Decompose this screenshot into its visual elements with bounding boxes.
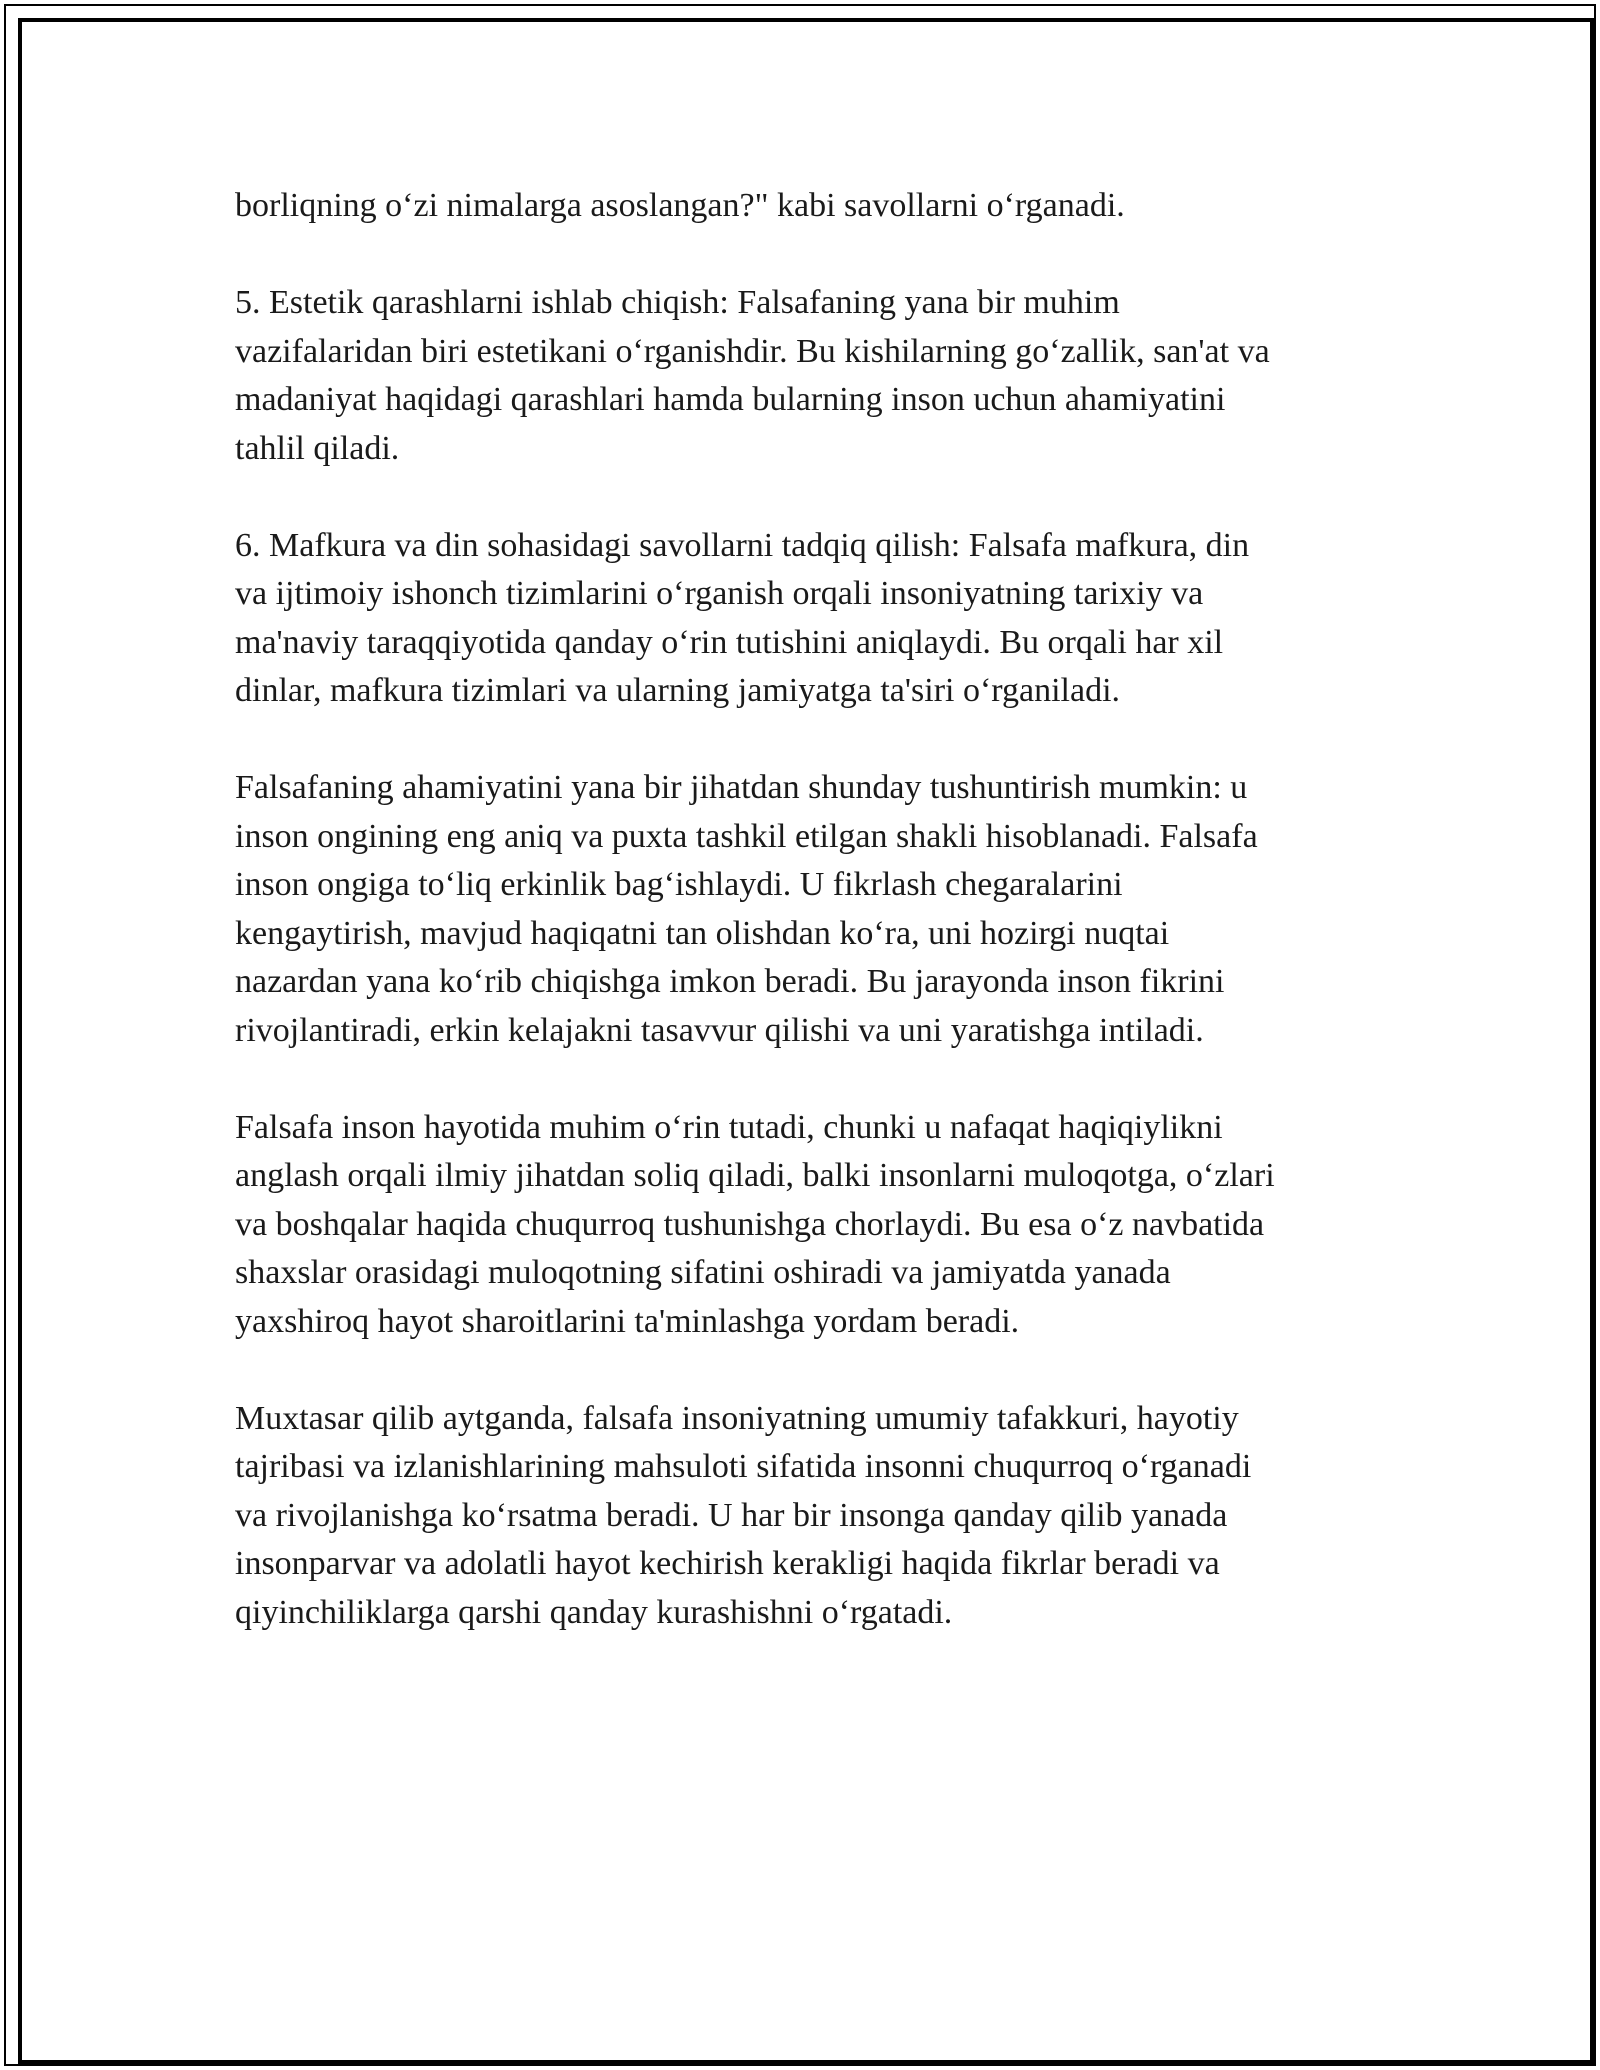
text-line: anglash orqali ilmiy jihatdan soliq qiladi, balki insonlarni muloqotga, o‘zlari (235, 1157, 1275, 1194)
text-line: tajribasi va izlanishlarining mahsuloti sifatida insonni chuqurroq o‘rganadi (235, 1448, 1252, 1485)
text-line: ma'naviy taraqqiyotida qanday o‘rin tutishini aniqlaydi. Bu orqali har xil (235, 623, 1224, 661)
text-line: inson ongiga to‘liq erkinlik bag‘ishlaydi. U fikrlash chegaralarini (235, 866, 1123, 903)
text-line: madaniyat haqidagi qarashlari hamda bularning inson uchun ahamiyatini (235, 381, 1226, 418)
text-line: 6. Mafkura va din sohasidagi savollarni tadqiq qilish: Falsafa mafkura, din (235, 526, 1250, 564)
text-line: va boshqalar haqida chuqurroq tushunishga chorlaydi. Bu esa o‘z navbatida (235, 1205, 1265, 1243)
text-line: borliqning o‘zi nimalarga asoslangan?" kabi savollarni o‘rganadi. (235, 187, 1125, 224)
text-line: insonparvar va adolatli hayot kechirish kerakligi haqida fikrlar beradi va (235, 1545, 1220, 1582)
document-body (235, 182, 1365, 1686)
text-line: inson ongining eng aniq va puxta tashkil etilgan shakli hisoblanadi. Falsafa (235, 817, 1258, 855)
text-line: va rivojlanishga ko‘rsatma beradi. U har bir insonga qanday qilib yanada (235, 1496, 1228, 1534)
text-line: nazardan yana ko‘rib chiqishga imkon beradi. Bu jarayonda inson fikrini (235, 963, 1225, 1000)
text-line: rivojlantiradi, erkin kelajakni tasavvur qilishi va uni yaratishga intiladi. (235, 1011, 1204, 1049)
text-line: dinlar, mafkura tizimlari va ularning jamiyatga ta'siri o‘rganiladi. (235, 672, 1121, 709)
paragraph-5 (235, 1104, 1365, 1347)
text-line: qiyinchiliklarga qarshi qanday kurashishni o‘rgatadi. (235, 1593, 953, 1631)
paragraph-6 (235, 1395, 1365, 1638)
paragraph-2 (235, 279, 1365, 473)
text-line: kengaytirish, mavjud haqiqatni tan olishdan ko‘ra, uni hozirgi nuqtai (235, 914, 1170, 952)
text-line: 5. Estetik qarashlarni ishlab chiqish: Falsafaning yana bir muhim (235, 284, 1120, 321)
text-line: tahlil qiladi. (235, 429, 400, 467)
paragraph-4 (235, 764, 1365, 1055)
paragraph-3 (235, 522, 1365, 716)
text-line: vazifalaridan biri estetikani o‘rganishdir. Bu kishilarning go‘zallik, san'at va (235, 332, 1270, 370)
text-line: va ijtimoiy ishonch tizimlarini o‘rganish orqali insoniyatning tarixiy va (235, 575, 1204, 612)
text-line: Falsafa inson hayotida muhim o‘rin tutadi, chunki u nafaqat haqiqiylikni (235, 1108, 1223, 1146)
text-line: Muxtasar qilib aytganda, falsafa insoniyatning umumiy tafakkuri, hayotiy (235, 1399, 1239, 1437)
text-line: yaxshiroq hayot sharoitlarini ta'minlashga yordam beradi. (235, 1302, 1020, 1340)
text-line: shaxslar orasidagi muloqotning sifatini oshiradi va jamiyatda yanada (235, 1254, 1171, 1291)
text-line: Falsafaning ahamiyatini yana bir jihatdan shunday tushuntirish mumkin: u (235, 769, 1248, 806)
paragraph-1 (235, 182, 1365, 231)
